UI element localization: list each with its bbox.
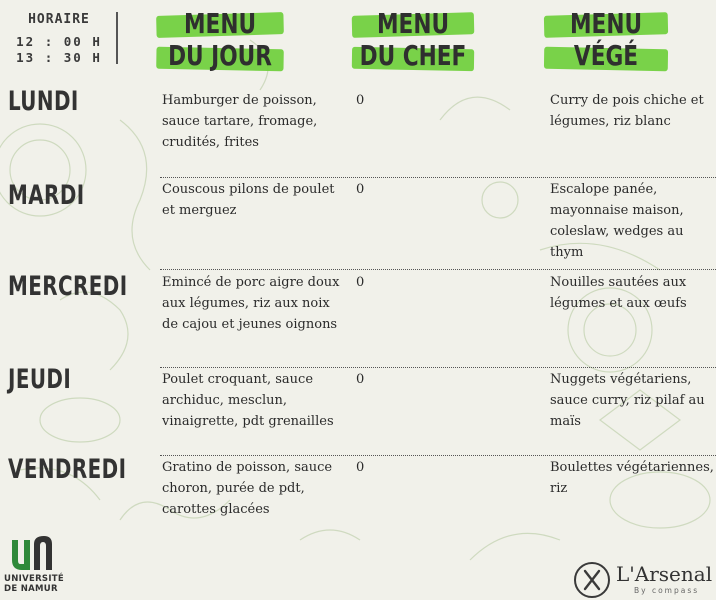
column-header-line2: DU CHEF — [359, 39, 467, 72]
row-divider — [160, 455, 716, 456]
fork-knife-icon — [574, 562, 610, 598]
menu-du-jour-vendredi: Gratino de poisson, sauce choron, purée de pdt, carottes glacées — [162, 460, 333, 517]
day-label-mardi: MARDI — [8, 180, 85, 211]
schedule-divider — [116, 12, 118, 64]
schedule-title: HORAIRE — [28, 12, 90, 27]
menu-du-chef-lundi: 0 — [356, 93, 365, 108]
university-logo — [4, 534, 64, 598]
column-header-line1: MENU — [376, 7, 450, 40]
menu-vege-vendredi: Boulettes végétariennes, riz — [550, 460, 714, 496]
menu-vege-jeudi: Nuggets végétariens, sauce curry, riz pilaf au maïs — [550, 372, 705, 429]
day-label-mercredi: MERCREDI — [8, 271, 128, 302]
column-header-line2: VÉGÉ — [573, 39, 639, 72]
schedule-end: 13 : 30 H — [16, 50, 102, 65]
column-header-menu-du-chef — [355, 8, 470, 78]
row-divider — [160, 177, 716, 178]
schedule-block — [0, 0, 118, 68]
university-name-line2: DE NAMUR — [4, 584, 58, 594]
day-label-jeudi: JEUDI — [8, 364, 72, 395]
restaurant-name: L'Arsenal — [616, 562, 713, 586]
row-divider — [160, 367, 716, 368]
menu-du-chef-mercredi: 0 — [356, 275, 365, 290]
row-divider — [160, 269, 716, 270]
menu-du-jour-mercredi: Emincé de porc aigre doux aux légumes, riz aux noix de cajou et jeunes oignons — [162, 275, 340, 332]
menu-du-jour-mardi: Couscous pilons de poulet et merguez — [162, 182, 335, 218]
menu-vege-lundi: Curry de pois chiche et légumes, riz blanc — [550, 93, 704, 129]
menu-du-chef-vendredi: 0 — [356, 460, 365, 475]
menu-vege-mercredi: Nouilles sautées aux légumes et aux œufs — [550, 275, 687, 311]
university-logo-mark-icon — [10, 534, 54, 572]
university-name-line1: UNIVERSITÉ — [4, 574, 64, 584]
menu-du-jour-jeudi: Poulet croquant, sauce archiduc, mesclun, vinaigrette, pdt grenailles — [162, 372, 334, 429]
column-header-line1: MENU — [183, 7, 257, 40]
restaurant-logo — [574, 560, 716, 600]
menu-du-chef-mardi: 0 — [356, 182, 365, 197]
menu-du-jour-lundi: Hamburger de poisson, sauce tartare, fromage, crudités, frites — [162, 93, 318, 150]
restaurant-subtitle: By compass — [634, 586, 700, 595]
day-label-vendredi: VENDREDI — [8, 454, 127, 485]
column-header-menu-vege — [548, 8, 665, 78]
column-header-line1: MENU — [569, 7, 643, 40]
schedule-start: 12 : 00 H — [16, 34, 102, 49]
menu-vege-mardi: Escalope panée, mayonnaise maison, coleslaw, wedges au thym — [550, 182, 684, 260]
column-header-line2: DU JOUR — [168, 39, 272, 72]
day-label-lundi: LUNDI — [8, 86, 79, 117]
menu-du-chef-jeudi: 0 — [356, 372, 365, 387]
column-header-menu-du-jour — [160, 8, 280, 78]
